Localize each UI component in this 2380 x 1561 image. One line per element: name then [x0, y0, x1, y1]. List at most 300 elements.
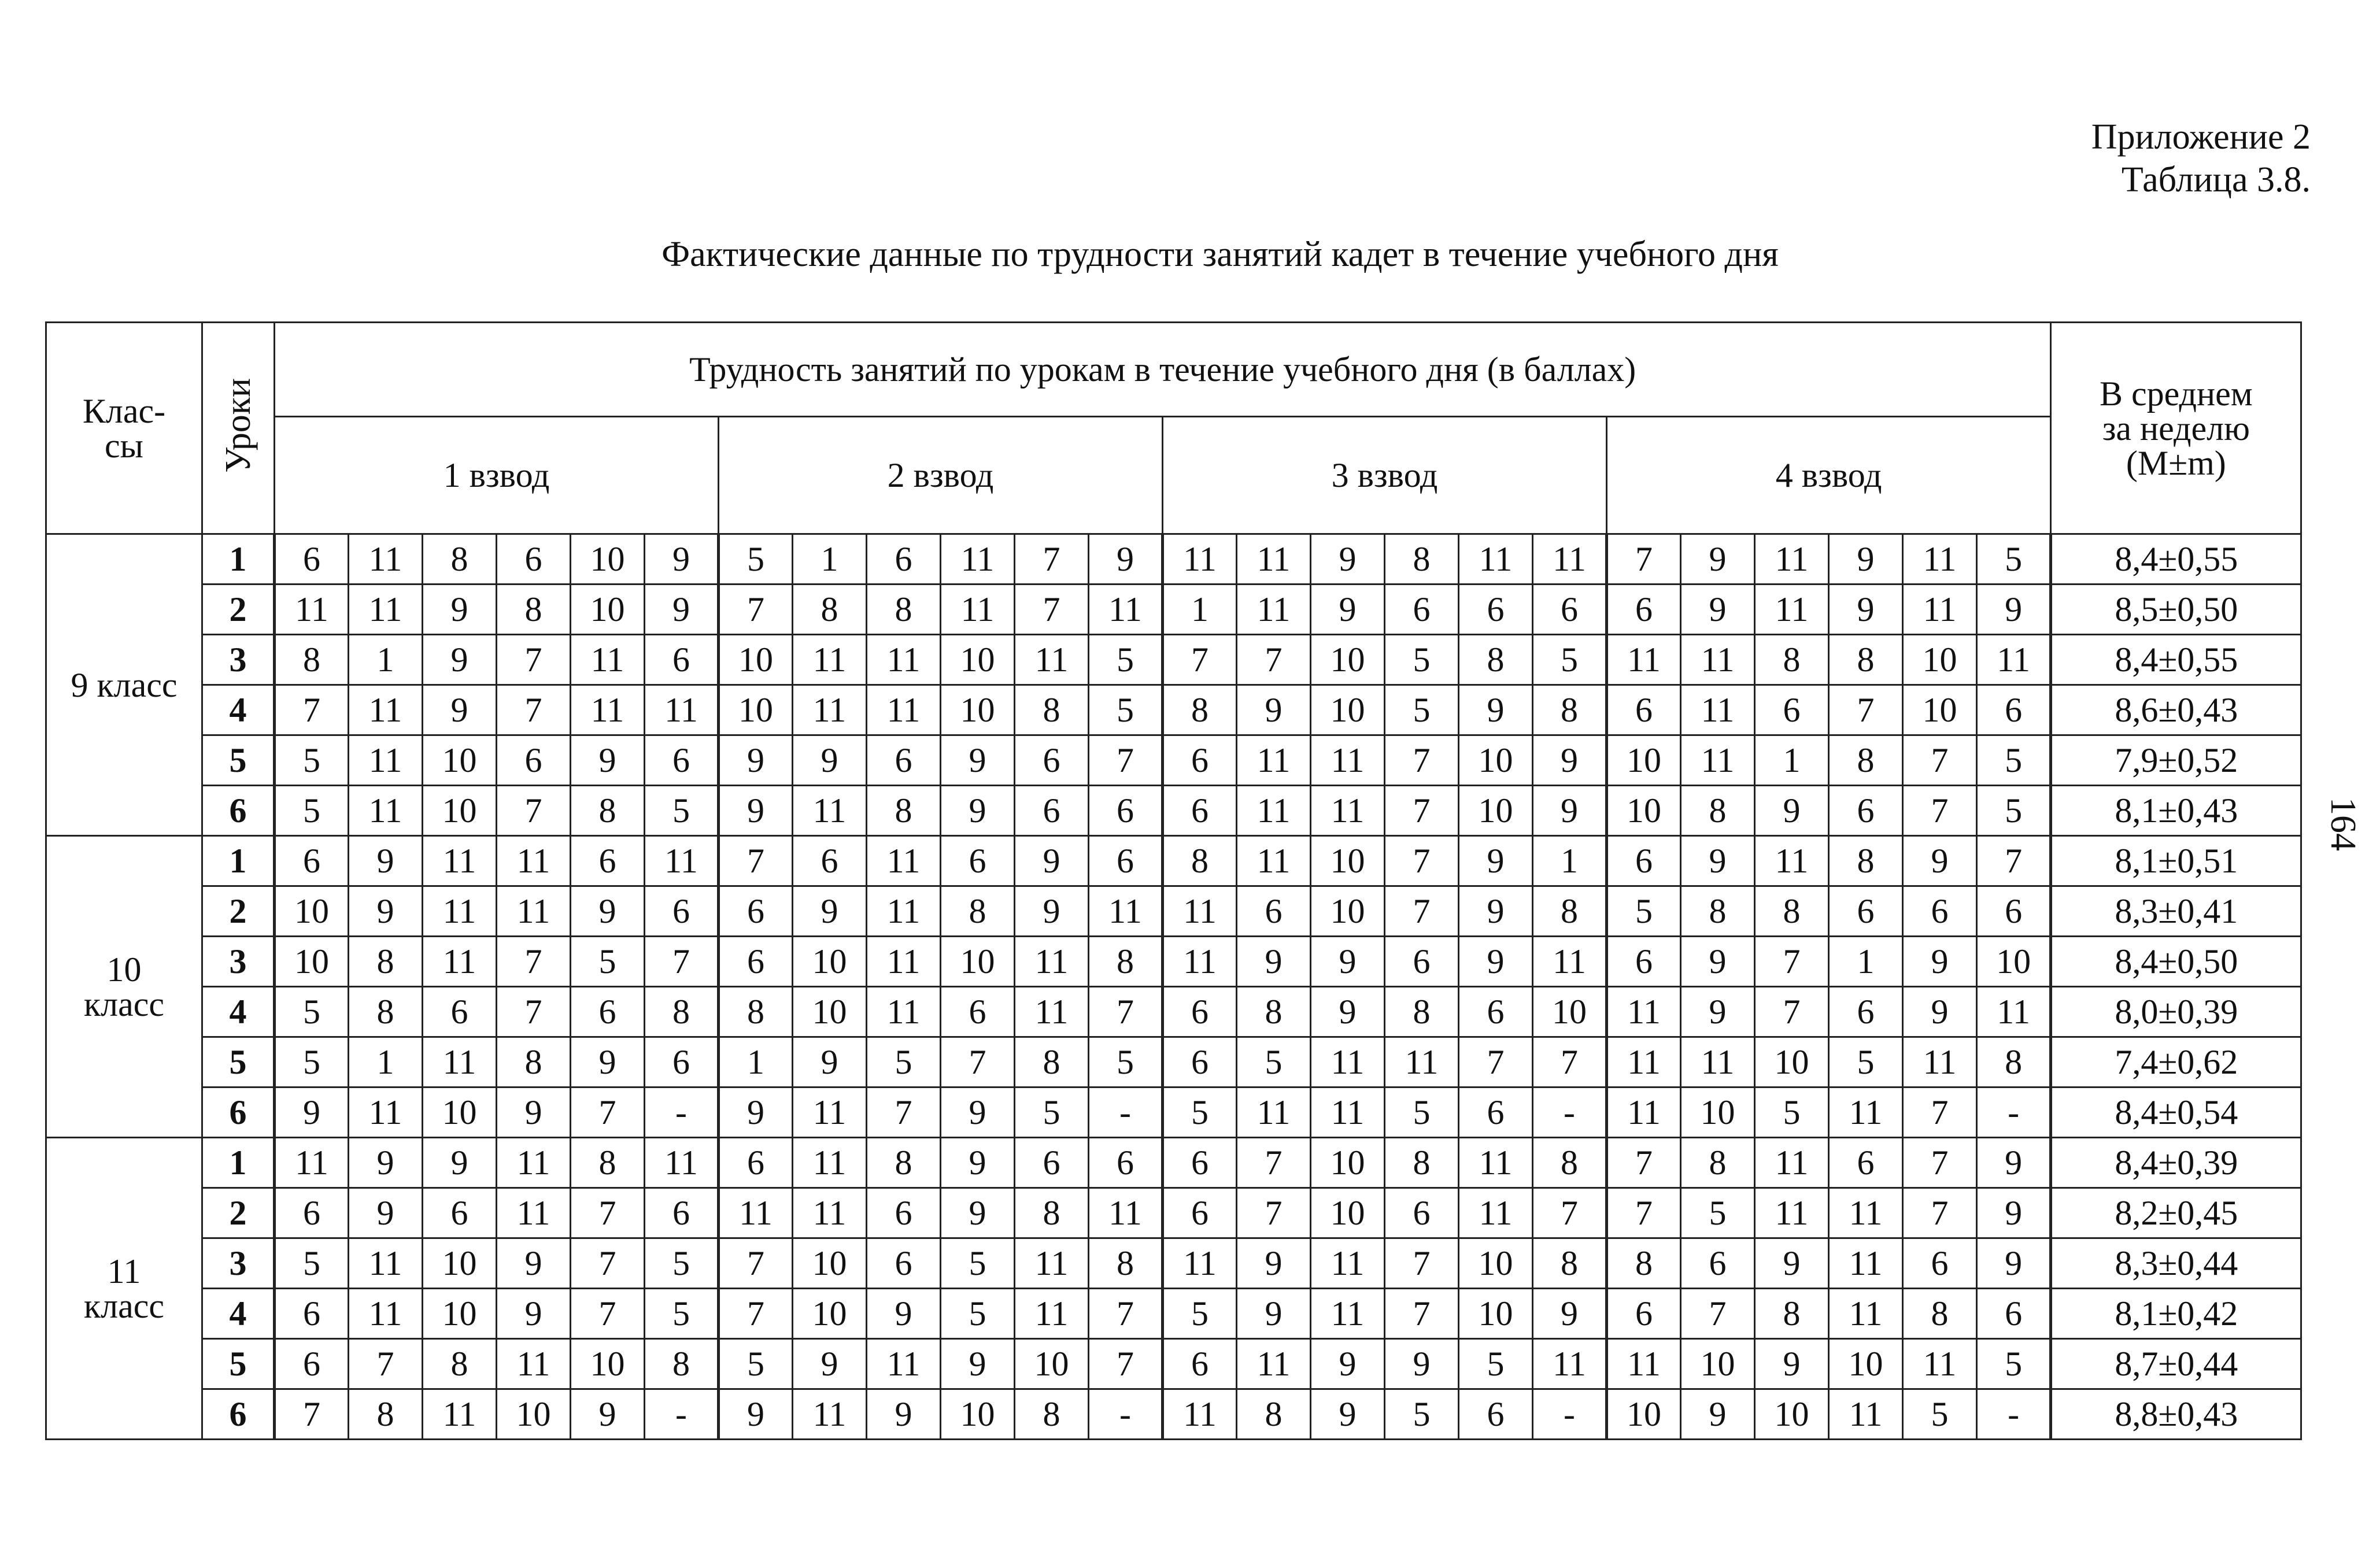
score-cell: - [1977, 1389, 2051, 1440]
score-cell: 5 [1385, 1389, 1459, 1440]
score-cell: 7 [1015, 585, 1089, 635]
score-cell: 9 [1385, 1339, 1459, 1389]
score-cell: 10 [1607, 735, 1681, 786]
score-cell: 6 [1607, 585, 1681, 635]
score-cell: 5 [1163, 1289, 1237, 1339]
score-cell: 9 [497, 1087, 571, 1138]
score-cell: 11 [1237, 1339, 1311, 1389]
score-cell: 9 [1015, 886, 1089, 937]
score-cell: 6 [719, 937, 793, 987]
score-cell: 11 [1533, 534, 1607, 585]
score-cell: 9 [793, 735, 867, 786]
average-cell: 8,3±0,41 [2051, 886, 2301, 937]
score-cell: 9 [423, 685, 497, 735]
average-cell: 8,1±0,43 [2051, 786, 2301, 836]
average-header-label: В среднем за неделю (M±m) [2099, 374, 2253, 482]
class-group-label [46, 1138, 202, 1440]
score-cell: - [645, 1389, 719, 1440]
score-cell: 10 [793, 1289, 867, 1339]
score-cell: 11 [1607, 1339, 1681, 1389]
score-cell: 11 [645, 836, 719, 886]
score-cell: 6 [1829, 1138, 1903, 1188]
score-cell: 11 [1311, 1289, 1385, 1339]
score-cell: 9 [275, 1087, 349, 1138]
score-cell: 11 [1015, 987, 1089, 1037]
score-cell: 7 [1533, 1037, 1607, 1087]
score-cell: 8 [1163, 685, 1237, 735]
lesson-number: 6 [202, 1389, 275, 1440]
score-cell: 9 [1237, 685, 1311, 735]
score-cell: 8 [1533, 1238, 1607, 1289]
score-cell: 8 [1015, 1389, 1089, 1440]
platoon-header: 3 взвод [1163, 417, 1607, 534]
score-cell: 11 [645, 1138, 719, 1188]
score-cell: 11 [1311, 786, 1385, 836]
score-cell: 10 [1015, 1339, 1089, 1389]
score-cell: 11 [1311, 1037, 1385, 1087]
average-cell: 8,1±0,42 [2051, 1289, 2301, 1339]
score-cell: 8 [497, 1037, 571, 1087]
score-cell: 8 [793, 585, 867, 635]
score-cell: 5 [1755, 1087, 1829, 1138]
table-row [46, 1238, 2301, 1289]
score-cell: 9 [1681, 585, 1755, 635]
average-cell: 8,0±0,39 [2051, 987, 2301, 1037]
score-cell: 5 [275, 1037, 349, 1087]
score-cell: 8 [1385, 987, 1459, 1037]
score-cell: 7 [497, 685, 571, 735]
score-cell: 9 [1755, 786, 1829, 836]
score-cell: 9 [1089, 534, 1163, 585]
score-cell: 10 [1311, 1188, 1385, 1238]
average-cell: 8,5±0,50 [2051, 585, 2301, 635]
table-caption: Фактические данные по трудности занятий кадет в течение учебного дня [661, 235, 1779, 274]
score-cell: 5 [275, 987, 349, 1037]
platoon-header: 2 взвод [719, 417, 1163, 534]
score-cell: 7 [571, 1087, 645, 1138]
score-cell: 5 [1459, 1339, 1533, 1389]
score-cell: 11 [867, 937, 941, 987]
score-cell: 7 [1903, 1087, 1977, 1138]
score-cell: 6 [423, 1188, 497, 1238]
score-cell: 6 [275, 1289, 349, 1339]
score-cell: 6 [571, 836, 645, 886]
score-cell: 6 [1903, 1238, 1977, 1289]
score-cell: 11 [497, 1138, 571, 1188]
score-cell: 11 [1755, 1138, 1829, 1188]
score-cell: 9 [645, 585, 719, 635]
score-cell: 5 [1237, 1037, 1311, 1087]
score-cell: 11 [1459, 1138, 1533, 1188]
score-cell: - [1089, 1087, 1163, 1138]
score-cell: 9 [1459, 886, 1533, 937]
score-cell: 7 [1385, 836, 1459, 886]
score-cell: 7 [1015, 534, 1089, 585]
score-cell: 10 [1903, 635, 1977, 685]
average-cell: 8,8±0,43 [2051, 1389, 2301, 1440]
score-cell: 11 [571, 635, 645, 685]
score-cell: 5 [1385, 635, 1459, 685]
score-cell: 11 [349, 685, 423, 735]
score-cell: 6 [867, 735, 941, 786]
score-cell: 6 [941, 987, 1015, 1037]
score-cell: 8 [1385, 534, 1459, 585]
score-cell: 6 [1385, 585, 1459, 635]
score-cell: 1 [793, 534, 867, 585]
score-cell: 7 [497, 786, 571, 836]
score-cell: 8 [645, 1339, 719, 1389]
score-cell: 11 [1533, 1339, 1607, 1389]
score-cell: 6 [1977, 886, 2051, 937]
score-cell: - [1533, 1087, 1607, 1138]
score-cell: 7 [1755, 987, 1829, 1037]
score-cell: 11 [1237, 534, 1311, 585]
score-cell: 9 [941, 1188, 1015, 1238]
score-cell: 5 [1977, 786, 2051, 836]
score-cell: 6 [1903, 886, 1977, 937]
score-cell: 10 [1607, 786, 1681, 836]
score-cell: 11 [349, 786, 423, 836]
score-cell: 10 [941, 685, 1015, 735]
class-group-text: 11 класс [84, 1252, 164, 1325]
lesson-number: 5 [202, 735, 275, 786]
score-cell: 6 [645, 735, 719, 786]
score-cell: 7 [1089, 735, 1163, 786]
score-cell: 11 [1385, 1037, 1459, 1087]
score-cell: 8 [1533, 1138, 1607, 1188]
score-cell: 11 [497, 1188, 571, 1238]
score-cell: 6 [1089, 836, 1163, 886]
table-row [46, 886, 2301, 937]
score-cell: 11 [1903, 1037, 1977, 1087]
score-cell: 6 [1015, 1138, 1089, 1188]
lesson-number: 5 [202, 1037, 275, 1087]
score-cell: 11 [1533, 937, 1607, 987]
score-cell: 1 [349, 1037, 423, 1087]
score-cell: 11 [1829, 1087, 1903, 1138]
average-cell: 8,4±0,39 [2051, 1138, 2301, 1188]
score-cell: 8 [275, 635, 349, 685]
score-cell: 8 [1015, 1037, 1089, 1087]
score-cell: 9 [645, 534, 719, 585]
score-cell: 11 [497, 836, 571, 886]
score-cell: 9 [1533, 1289, 1607, 1339]
score-cell: 11 [349, 735, 423, 786]
score-cell: 9 [497, 1238, 571, 1289]
table-row [46, 1138, 2301, 1188]
score-cell: 11 [1089, 886, 1163, 937]
score-cell: 11 [793, 1188, 867, 1238]
score-cell: 9 [793, 886, 867, 937]
score-cell: 9 [719, 1087, 793, 1138]
score-cell: 10 [275, 937, 349, 987]
score-cell: 9 [571, 735, 645, 786]
score-cell: 6 [1533, 585, 1607, 635]
score-cell: 9 [1829, 534, 1903, 585]
score-cell: 11 [1977, 987, 2051, 1037]
score-cell: 5 [275, 735, 349, 786]
score-cell: 8 [1385, 1138, 1459, 1188]
difficulty-table [45, 321, 2302, 1440]
score-cell: 10 [423, 1087, 497, 1138]
score-cell: 5 [1977, 534, 2051, 585]
score-cell: 9 [1237, 937, 1311, 987]
score-cell: 6 [1163, 786, 1237, 836]
score-cell: 10 [1459, 735, 1533, 786]
score-cell: 1 [349, 635, 423, 685]
score-cell: 7 [1903, 1138, 1977, 1188]
table-row [46, 635, 2301, 685]
score-cell: 5 [1977, 735, 2051, 786]
score-cell: 11 [571, 685, 645, 735]
score-cell: 11 [719, 1188, 793, 1238]
score-cell: 8 [1681, 1138, 1755, 1188]
score-cell: 11 [1903, 1339, 1977, 1389]
score-cell: 10 [1311, 836, 1385, 886]
score-cell: 6 [1459, 1389, 1533, 1440]
score-cell: 8 [1829, 735, 1903, 786]
score-cell: 9 [1903, 937, 1977, 987]
score-cell: 7 [275, 1389, 349, 1440]
score-cell: 5 [1829, 1037, 1903, 1087]
score-cell: 9 [1311, 937, 1385, 987]
score-cell: 7 [1607, 534, 1681, 585]
score-cell: 9 [941, 786, 1015, 836]
lesson-number: 6 [202, 1087, 275, 1138]
score-cell: 7 [1977, 836, 2051, 886]
score-cell: 11 [793, 685, 867, 735]
score-cell: 11 [423, 836, 497, 886]
score-cell: 7 [1459, 1037, 1533, 1087]
lesson-number: 1 [202, 1138, 275, 1188]
score-cell: 8 [571, 786, 645, 836]
score-cell: 8 [1015, 685, 1089, 735]
average-cell: 8,4±0,50 [2051, 937, 2301, 987]
score-cell: 8 [1903, 1289, 1977, 1339]
score-cell: 10 [423, 1238, 497, 1289]
score-cell: 11 [1755, 1188, 1829, 1238]
score-cell: 5 [719, 1339, 793, 1389]
lesson-number: 3 [202, 635, 275, 685]
score-cell: 6 [1607, 937, 1681, 987]
score-cell: 10 [941, 635, 1015, 685]
score-cell: 6 [1163, 1138, 1237, 1188]
score-cell: 8 [349, 987, 423, 1037]
score-cell: 9 [423, 585, 497, 635]
score-cell: 9 [1533, 786, 1607, 836]
score-cell: 6 [1163, 987, 1237, 1037]
score-cell: 5 [1533, 635, 1607, 685]
score-cell: 10 [793, 1238, 867, 1289]
score-cell: 11 [1237, 786, 1311, 836]
lesson-number: 1 [202, 836, 275, 886]
score-cell: 6 [1755, 685, 1829, 735]
lesson-number: 5 [202, 1339, 275, 1389]
score-cell: 7 [719, 1238, 793, 1289]
score-cell: 8 [1829, 836, 1903, 886]
score-cell: 10 [571, 534, 645, 585]
score-cell: 9 [1681, 987, 1755, 1037]
score-cell: 11 [1829, 1188, 1903, 1238]
score-cell: 5 [1089, 685, 1163, 735]
score-cell: 8 [1533, 685, 1607, 735]
score-cell: 6 [1089, 786, 1163, 836]
score-cell: - [645, 1087, 719, 1138]
score-cell: 9 [1681, 534, 1755, 585]
table-row [46, 1389, 2301, 1440]
score-cell: 9 [1015, 836, 1089, 886]
score-cell: 11 [1903, 585, 1977, 635]
score-cell: 9 [571, 1389, 645, 1440]
score-cell: 10 [423, 735, 497, 786]
score-cell: 11 [1977, 635, 2051, 685]
score-cell: 9 [1903, 987, 1977, 1037]
score-cell: 9 [793, 1037, 867, 1087]
score-cell: 11 [1015, 1238, 1089, 1289]
score-cell: 10 [423, 1289, 497, 1339]
score-cell: 5 [1977, 1339, 2051, 1389]
score-cell: 7 [497, 937, 571, 987]
score-cell: 11 [1607, 635, 1681, 685]
average-cell: 8,1±0,51 [2051, 836, 2301, 886]
score-cell: 8 [1163, 836, 1237, 886]
score-cell: 8 [1829, 635, 1903, 685]
score-cell: 7 [1903, 735, 1977, 786]
score-cell: 5 [1607, 886, 1681, 937]
score-cell: 11 [1829, 1238, 1903, 1289]
score-cell: 11 [867, 635, 941, 685]
score-cell: 10 [1311, 635, 1385, 685]
score-cell: 11 [423, 886, 497, 937]
score-cell: 11 [793, 1138, 867, 1188]
score-cell: 9 [1681, 1389, 1755, 1440]
score-cell: 10 [1903, 685, 1977, 735]
score-cell: 7 [1237, 1188, 1311, 1238]
score-cell: 9 [941, 735, 1015, 786]
score-cell: 5 [275, 1238, 349, 1289]
score-cell: 10 [1459, 1238, 1533, 1289]
score-cell: 7 [1385, 786, 1459, 836]
class-group-label [46, 836, 202, 1138]
score-cell: 9 [941, 1339, 1015, 1389]
average-cell: 7,4±0,62 [2051, 1037, 2301, 1087]
score-cell: 8 [1681, 786, 1755, 836]
score-cell: 11 [1163, 1238, 1237, 1289]
score-cell: 9 [1977, 585, 2051, 635]
score-cell: 7 [1089, 1339, 1163, 1389]
score-cell: 5 [645, 1289, 719, 1339]
score-cell: 9 [571, 886, 645, 937]
score-cell: 7 [1385, 886, 1459, 937]
score-cell: 6 [1089, 1138, 1163, 1188]
score-cell: 10 [719, 635, 793, 685]
score-cell: 9 [1681, 836, 1755, 886]
score-cell: 9 [1533, 735, 1607, 786]
lesson-number: 3 [202, 937, 275, 987]
platoon-header: 1 взвод [275, 417, 719, 534]
score-cell: 6 [1977, 685, 2051, 735]
score-cell: 11 [423, 1389, 497, 1440]
score-cell: 11 [941, 534, 1015, 585]
appendix-label: Приложение 2 [2091, 117, 2311, 157]
average-cell: 8,3±0,44 [2051, 1238, 2301, 1289]
score-cell: 8 [1755, 886, 1829, 937]
score-cell: 11 [1089, 1188, 1163, 1238]
score-cell: 11 [497, 1339, 571, 1389]
score-cell: 6 [1459, 987, 1533, 1037]
score-cell: 1 [1533, 836, 1607, 886]
score-cell: 10 [1681, 1087, 1755, 1138]
score-cell: 11 [1015, 1289, 1089, 1339]
table-row [46, 1339, 2301, 1389]
score-cell: 1 [1755, 735, 1829, 786]
score-cell: 5 [571, 937, 645, 987]
score-cell: 9 [349, 886, 423, 937]
score-cell: 11 [275, 1138, 349, 1188]
score-cell: 5 [941, 1238, 1015, 1289]
score-cell: 7 [571, 1188, 645, 1238]
average-cell: 8,4±0,55 [2051, 534, 2301, 585]
score-cell: 6 [275, 1188, 349, 1238]
score-cell: 11 [1163, 1389, 1237, 1440]
score-cell: 9 [1755, 1238, 1829, 1289]
score-cell: 1 [719, 1037, 793, 1087]
score-cell: 11 [1163, 937, 1237, 987]
table-row [46, 937, 2301, 987]
score-cell: 11 [1237, 836, 1311, 886]
score-cell: 10 [423, 786, 497, 836]
score-cell: 8 [423, 534, 497, 585]
score-cell: 5 [1015, 1087, 1089, 1138]
score-cell: 9 [423, 635, 497, 685]
score-cell: 7 [1163, 635, 1237, 685]
score-cell: 9 [1311, 1389, 1385, 1440]
score-cell: 7 [275, 685, 349, 735]
score-cell: 8 [1755, 1289, 1829, 1339]
score-cell: 8 [867, 1138, 941, 1188]
score-cell: 6 [275, 836, 349, 886]
score-cell: 9 [1755, 1339, 1829, 1389]
score-cell: 7 [1829, 685, 1903, 735]
score-cell: 8 [1015, 1188, 1089, 1238]
score-cell: 6 [1163, 1339, 1237, 1389]
score-cell: 11 [1829, 1289, 1903, 1339]
score-cell: 9 [349, 1188, 423, 1238]
lesson-number: 4 [202, 987, 275, 1037]
score-cell: 9 [349, 1138, 423, 1188]
lesson-number: 4 [202, 1289, 275, 1339]
score-cell: 9 [719, 1389, 793, 1440]
lesson-number: 4 [202, 685, 275, 735]
score-cell: - [1533, 1389, 1607, 1440]
score-cell: 7 [1903, 1188, 1977, 1238]
score-cell: 6 [1829, 786, 1903, 836]
score-cell: 11 [349, 1289, 423, 1339]
score-cell: 6 [1163, 735, 1237, 786]
score-cell: 11 [1681, 735, 1755, 786]
score-cell: 11 [867, 836, 941, 886]
score-cell: 7 [1385, 735, 1459, 786]
score-cell: 6 [867, 1188, 941, 1238]
score-cell: 11 [1311, 1238, 1385, 1289]
score-cell: 5 [1385, 685, 1459, 735]
score-cell: 9 [1681, 937, 1755, 987]
score-cell: 10 [941, 937, 1015, 987]
score-cell: 7 [497, 987, 571, 1037]
score-cell: 11 [1607, 1037, 1681, 1087]
class-group-label [46, 534, 202, 836]
class-group-text: 9 класс [71, 665, 178, 704]
